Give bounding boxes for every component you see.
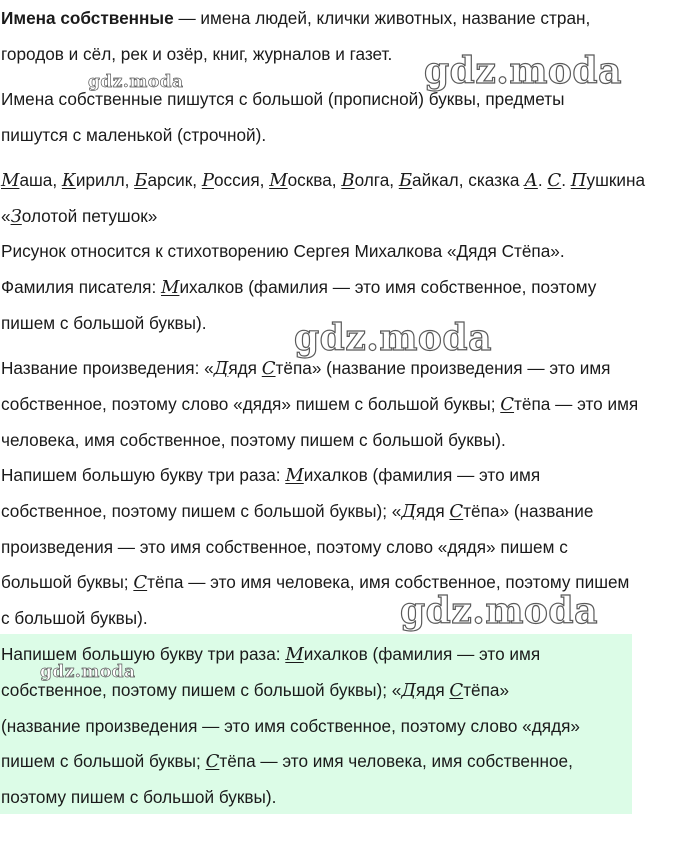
quote-mark: «	[1, 206, 11, 226]
word-rest: айкал, сказка	[412, 170, 525, 190]
highlight-line-1	[1, 643, 540, 665]
examples-line	[1, 169, 645, 191]
highlight-line-3: (название произведения — это имя собственное, поэтому слово «дядя»	[1, 716, 580, 736]
capital-letter: М	[161, 277, 180, 298]
highlight-line-5: поэтому пишем с большой буквы).	[1, 787, 277, 807]
capital-letter: Д	[213, 358, 229, 379]
text-segment: ядя	[228, 358, 262, 378]
text-segment: Напишем большую букву три раза:	[1, 644, 286, 664]
text-segment: Название произведения: «	[1, 358, 214, 378]
word-rest: .	[561, 170, 571, 190]
rule-line-2: пишутся с маленькой (строчной).	[1, 125, 267, 145]
word-rest: ирилл,	[75, 170, 135, 190]
text-segment: ихалков (фамилия — это имя	[303, 465, 541, 485]
text-segment: Напишем большую букву три раза:	[1, 465, 286, 485]
text-segment: тёпа — это имя человека, имя собственное,	[219, 751, 573, 771]
answer-line-4	[1, 571, 629, 593]
title-line-3: человека, имя собственное, поэтому пишем с большой буквы).	[1, 430, 506, 450]
text-segment: собственное, поэтому слово «дядя» пишем с большой буквы;	[1, 394, 501, 414]
capital-letter: М	[1, 170, 20, 191]
text-segment: пишем с большой буквы;	[1, 751, 206, 771]
capital-letter: В	[341, 170, 355, 191]
capital-letter: Д	[401, 501, 416, 522]
word-rest: аша,	[19, 170, 62, 190]
highlight-line-4	[1, 750, 573, 772]
watermark: gdz.moda	[424, 50, 622, 92]
rule-line-1: Имена собственные пишутся с большой (прописной) буквы, предметы	[1, 89, 565, 109]
capital-letter: З	[10, 206, 22, 227]
capital-letter: К	[61, 170, 76, 191]
text-segment: тёпа» (название произведения — это имя	[275, 358, 611, 378]
picture-note: Рисунок относится к стихотворению Сергея Михалкова «Дядя Стёпа».	[1, 241, 565, 261]
text-segment: тёпа» (название	[463, 501, 594, 521]
examples-line-2	[1, 205, 157, 227]
capital-letter: С	[205, 751, 220, 772]
capital-letter: С	[133, 572, 148, 593]
watermark-small: gdz.moda	[40, 662, 136, 682]
text-segment: ядя	[415, 680, 450, 700]
text-segment: ихалков (фамилия — это имя	[303, 644, 541, 664]
capital-letter: Р	[201, 170, 214, 191]
text-segment: собственное, поэтому пишем с большой буквы); «	[1, 680, 402, 700]
text-segment: большой буквы;	[1, 572, 134, 592]
watermark: gdz.moda	[294, 317, 492, 359]
author-line-1	[1, 276, 596, 298]
capital-letter: М	[269, 170, 288, 191]
word-rest: оссия,	[213, 170, 270, 190]
definition-line-1	[1, 7, 590, 29]
text-segment: тёпа — это имя	[514, 394, 639, 414]
answer-line-5: с большой буквы).	[1, 608, 148, 628]
word-rest: олотой петушок»	[21, 206, 158, 226]
definition-line-2: городов и сёл, рек и озёр, книг, журналов и газет.	[1, 44, 393, 64]
capital-letter: А	[524, 170, 538, 191]
text-segment: собственное, поэтому пишем с большой буквы); «	[1, 501, 402, 521]
title-line-2	[1, 393, 638, 415]
capital-letter: С	[547, 170, 562, 191]
capital-letter: М	[285, 644, 304, 665]
text-segment: ихалков (фамилия — это имя собственное, поэтому	[179, 277, 597, 297]
text-segment: тёпа»	[463, 680, 510, 700]
word-rest: осква,	[287, 170, 342, 190]
text-segment: Фамилия писателя:	[1, 277, 161, 297]
capital-letter: С	[500, 394, 515, 415]
text-segment: ядя	[415, 501, 450, 521]
capital-letter: С	[449, 680, 464, 701]
capital-letter: С	[261, 358, 276, 379]
author-line-2: пишем с большой буквы).	[1, 313, 207, 333]
capital-letter: Б	[134, 170, 148, 191]
word-rest: ушкина	[586, 170, 646, 190]
title-line-1	[1, 357, 610, 379]
word-rest: .	[537, 170, 548, 190]
watermark: gdz.moda	[400, 590, 598, 632]
highlight-line-2	[1, 679, 509, 701]
word-rest: олга,	[354, 170, 399, 190]
answer-line-3: произведения — это имя собственное, поэтому слово «дядя» пишем с	[1, 537, 568, 557]
watermark-small: gdz.moda	[88, 72, 184, 92]
answer-line-2	[1, 500, 593, 522]
capital-letter: П	[570, 170, 587, 191]
term-bold: Имена собственные	[1, 8, 174, 28]
capital-letter: Д	[401, 680, 416, 701]
capital-letter: М	[285, 465, 304, 486]
capital-letter: С	[449, 501, 464, 522]
answer-line-1	[1, 464, 540, 486]
capital-letter: Б	[398, 170, 413, 191]
text-segment: тёпа — это имя человека, имя собственное, поэтому пишем	[147, 572, 630, 592]
definition-text: — имена людей, клички животных, название стран,	[173, 8, 591, 28]
word-rest: арсик,	[147, 170, 202, 190]
